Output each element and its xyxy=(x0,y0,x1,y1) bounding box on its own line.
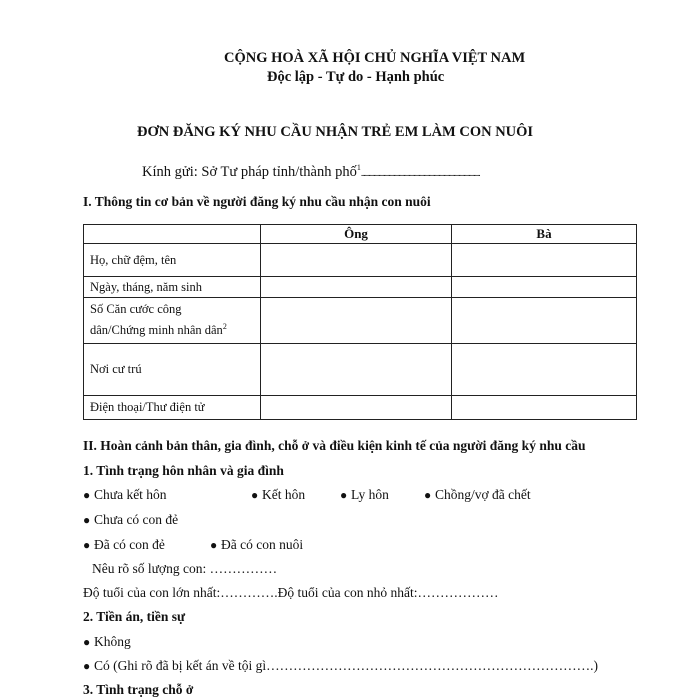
table-header-ong: Ông xyxy=(261,225,452,244)
option-label: Đã có con đẻ xyxy=(94,537,165,552)
table-row xyxy=(84,298,637,344)
nation-header: CỘNG HOÀ XÃ HỘI CHỦ NGHĨA VIỆT NAM xyxy=(224,50,526,66)
bullet-icon: ● xyxy=(340,488,348,502)
table-row xyxy=(84,244,637,277)
table-row xyxy=(84,396,637,420)
option-label: Chưa kết hôn xyxy=(94,487,167,502)
option-label: Đã có con nuôi xyxy=(221,537,304,552)
bullet-icon: ● xyxy=(83,635,91,649)
bullet-icon: ● xyxy=(83,488,91,502)
row-label-id-line1: Số Căn cước công xyxy=(90,302,182,317)
cell-dob-ong[interactable] xyxy=(261,277,452,298)
option-label: Ly hôn xyxy=(351,487,389,502)
motto: Độc lập - Tự do - Hạnh phúc xyxy=(267,69,445,85)
option-unmarried[interactable] xyxy=(83,487,167,503)
bullet-icon: ● xyxy=(83,659,91,673)
option-label: Chưa có con đẻ xyxy=(94,512,179,527)
table-header-row xyxy=(84,225,637,244)
footnote-2: 2 xyxy=(222,322,227,332)
row-label-residence: Nơi cư trú xyxy=(84,344,261,396)
children-count-line: Nêu rõ số lượng con: …………… xyxy=(92,561,278,576)
bullet-icon: ● xyxy=(83,513,91,527)
cell-residence-ong[interactable] xyxy=(261,344,452,396)
option-has-adopted-child[interactable] xyxy=(210,537,303,553)
children-age-line: Độ tuổi của con lớn nhất:………….Độ tuổi của con nhỏ nhất:……………… xyxy=(83,585,499,600)
option-label: Chồng/vợ đã chết xyxy=(435,487,531,502)
table-header-ba: Bà xyxy=(452,225,637,244)
addressee-line xyxy=(142,163,480,181)
bullet-icon: ● xyxy=(251,488,259,502)
criminal-record-title: 2. Tiền án, tiền sự xyxy=(83,609,186,624)
option-widowed[interactable] xyxy=(424,487,531,503)
option-no-record[interactable] xyxy=(83,634,131,650)
row-label-contact: Điện thoại/Thư điện tử xyxy=(84,396,261,420)
form-title: ĐƠN ĐĂNG KÝ NHU CẦU NHẬN TRẺ EM LÀM CON NUÔI xyxy=(137,124,534,140)
table-row xyxy=(84,277,637,298)
table-row xyxy=(84,344,637,396)
section2-title: II. Hoàn cảnh bản thân, gia đình, chỗ ở và điều kiện kinh tế của người đăng ký nhu cầu xyxy=(83,438,586,453)
option-label: Kết hôn xyxy=(262,487,306,502)
bullet-icon: ● xyxy=(424,488,432,502)
cell-fullname-ba[interactable] xyxy=(452,244,637,277)
cell-fullname-ong[interactable] xyxy=(261,244,452,277)
cell-residence-ba[interactable] xyxy=(452,344,637,396)
option-label: Có (Ghi rõ đã bị kết án về tội gì……………………………………………………………….) xyxy=(94,658,598,673)
housing-title: 3. Tình trạng chỗ ở xyxy=(83,682,194,697)
row-label-id xyxy=(84,298,261,344)
row-label-id-line2: dân/Chứng minh nhân dân xyxy=(90,323,223,338)
cell-contact-ong[interactable] xyxy=(261,396,452,420)
option-no-biological-child[interactable] xyxy=(83,512,178,528)
bullet-icon: ● xyxy=(210,538,218,552)
option-label: Không xyxy=(94,634,131,649)
section1-title: I. Thông tin cơ bản về người đăng ký nhu cầu nhận con nuôi xyxy=(83,194,431,209)
option-has-biological-child[interactable] xyxy=(83,537,165,553)
option-has-record[interactable] xyxy=(83,658,598,674)
applicant-info-table xyxy=(83,224,637,420)
footnote-1: 1 xyxy=(356,163,361,172)
cell-dob-ba[interactable] xyxy=(452,277,637,298)
cell-id-ba[interactable] xyxy=(452,298,637,344)
option-married[interactable] xyxy=(251,487,305,503)
row-label-fullname: Họ, chữ đệm, tên xyxy=(84,244,261,277)
option-divorced[interactable] xyxy=(340,487,389,503)
addressee-dots: ............................................................................................... xyxy=(360,167,480,178)
marital-status-title: 1. Tình trạng hôn nhân và gia đình xyxy=(83,463,284,478)
row-label-dob: Ngày, tháng, năm sinh xyxy=(84,277,261,298)
cell-contact-ba[interactable] xyxy=(452,396,637,420)
addressee-label: Kính gửi: Sở Tư pháp tỉnh/thành phố xyxy=(142,163,357,180)
bullet-icon: ● xyxy=(83,538,91,552)
cell-id-ong[interactable] xyxy=(261,298,452,344)
table-header-empty xyxy=(84,225,261,244)
